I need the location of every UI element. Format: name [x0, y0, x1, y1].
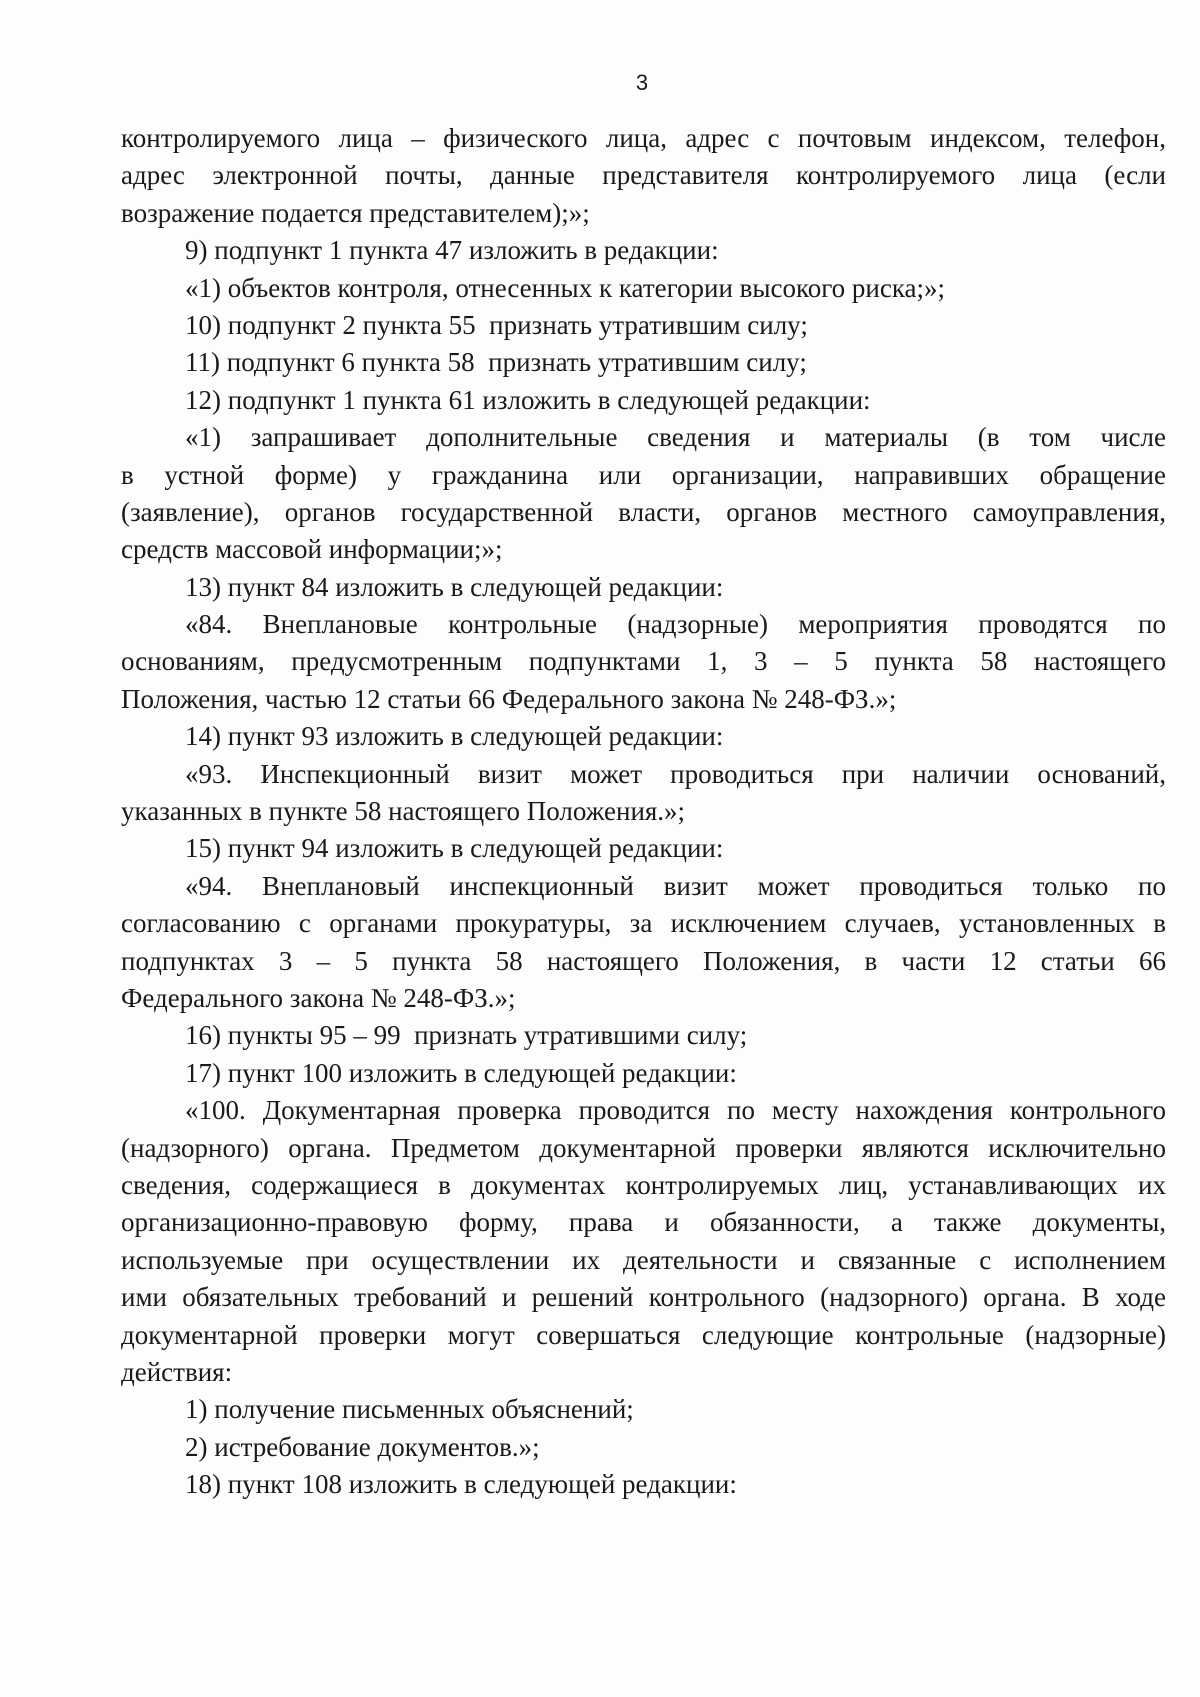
- text-line: «84. Внеплановые контрольные (надзорные) мероприятия проводятся по: [185, 609, 1166, 640]
- page-number: 3: [635, 70, 649, 95]
- text-line: «94. Внеплановый инспекционный визит может проводиться только по: [185, 870, 1166, 901]
- text-line: 16) пункты 95 – 99 признать утратившими силу;: [185, 1020, 748, 1051]
- text-line: подпунктах 3 – 5 пункта 58 настоящего Положения, в части 12 статьи 66: [121, 945, 1166, 976]
- text-line: «100. Документарная проверка проводится по месту нахождения контрольного: [185, 1095, 1166, 1126]
- text-line: организационно-правовую форму, права и обязанности, а также документы,: [121, 1207, 1166, 1238]
- text-line: сведения, содержащиеся в документах контролируемых лиц, устанавливающих их: [121, 1169, 1166, 1200]
- text-line: «93. Инспекционный визит может проводиться при наличии оснований,: [185, 758, 1166, 789]
- text-line: 11) подпункт 6 пункта 58 признать утратившим силу;: [185, 347, 807, 378]
- text-line: Положения, частью 12 статьи 66 Федерального закона № 248-ФЗ.»;: [121, 683, 897, 714]
- text-line: указанных в пункте 58 настоящего Положения.»;: [121, 796, 686, 827]
- text-line: Федерального закона № 248-ФЗ.»;: [121, 982, 516, 1013]
- text-line: основаниям, предусмотренным подпунктами 1, 3 – 5 пункта 58 настоящего: [121, 646, 1166, 677]
- text-line: используемые при осуществлении их деятельности и связанные с исполнением: [121, 1244, 1166, 1275]
- text-line: средств массовой информации;»;: [121, 534, 503, 565]
- text-line: 9) подпункт 1 пункта 47 изложить в редакции:: [185, 235, 719, 266]
- text-line: 15) пункт 94 изложить в следующей редакции:: [185, 833, 724, 864]
- text-line: ими обязательных требований и решений контрольного (надзорного) органа. В ходе: [121, 1282, 1166, 1313]
- text-line: 14) пункт 93 изложить в следующей редакции:: [185, 721, 724, 752]
- document-body: [121, 120, 1166, 1503]
- text-line: контролируемого лица – физического лица, адрес с почтовым индексом, телефон,: [121, 123, 1166, 153]
- text-line: (заявление), органов государственной власти, органов местного самоуправления,: [121, 496, 1166, 527]
- text-line: «1) запрашивает дополнительные сведения и материалы (в том числе: [185, 422, 1166, 453]
- text-line: 1) получение письменных объяснений;: [185, 1394, 634, 1425]
- text-line: согласованию с органами прокуратуры, за исключением случаев, установленных в: [121, 908, 1166, 939]
- text-line: возражение подается представителем);»;: [121, 197, 590, 228]
- text-line: адрес электронной почты, данные представителя контролируемого лица (если: [121, 160, 1166, 191]
- text-line: 10) подпункт 2 пункта 55 признать утратившим силу;: [185, 309, 808, 340]
- text-line: 17) пункт 100 изложить в следующей редакции:: [185, 1057, 737, 1088]
- text-line: документарной проверки могут совершаться следующие контрольные (надзорные): [121, 1319, 1166, 1350]
- text-line: действия:: [121, 1356, 233, 1387]
- text-line: (надзорного) органа. Предметом документарной проверки являются исключительно: [121, 1132, 1166, 1163]
- text-line: в устной форме) у гражданина или организации, направивших обращение: [121, 459, 1166, 490]
- text-line: «1) объектов контроля, отнесенных к категории высокого риска;»;: [185, 272, 946, 303]
- text-line: 13) пункт 84 изложить в следующей редакции:: [185, 571, 724, 602]
- text-line: 2) истребование документов.»;: [185, 1431, 540, 1462]
- text-line: 12) подпункт 1 пункта 61 изложить в следующей редакции:: [185, 384, 871, 415]
- text-line: 18) пункт 108 изложить в следующей редакции:: [185, 1469, 737, 1500]
